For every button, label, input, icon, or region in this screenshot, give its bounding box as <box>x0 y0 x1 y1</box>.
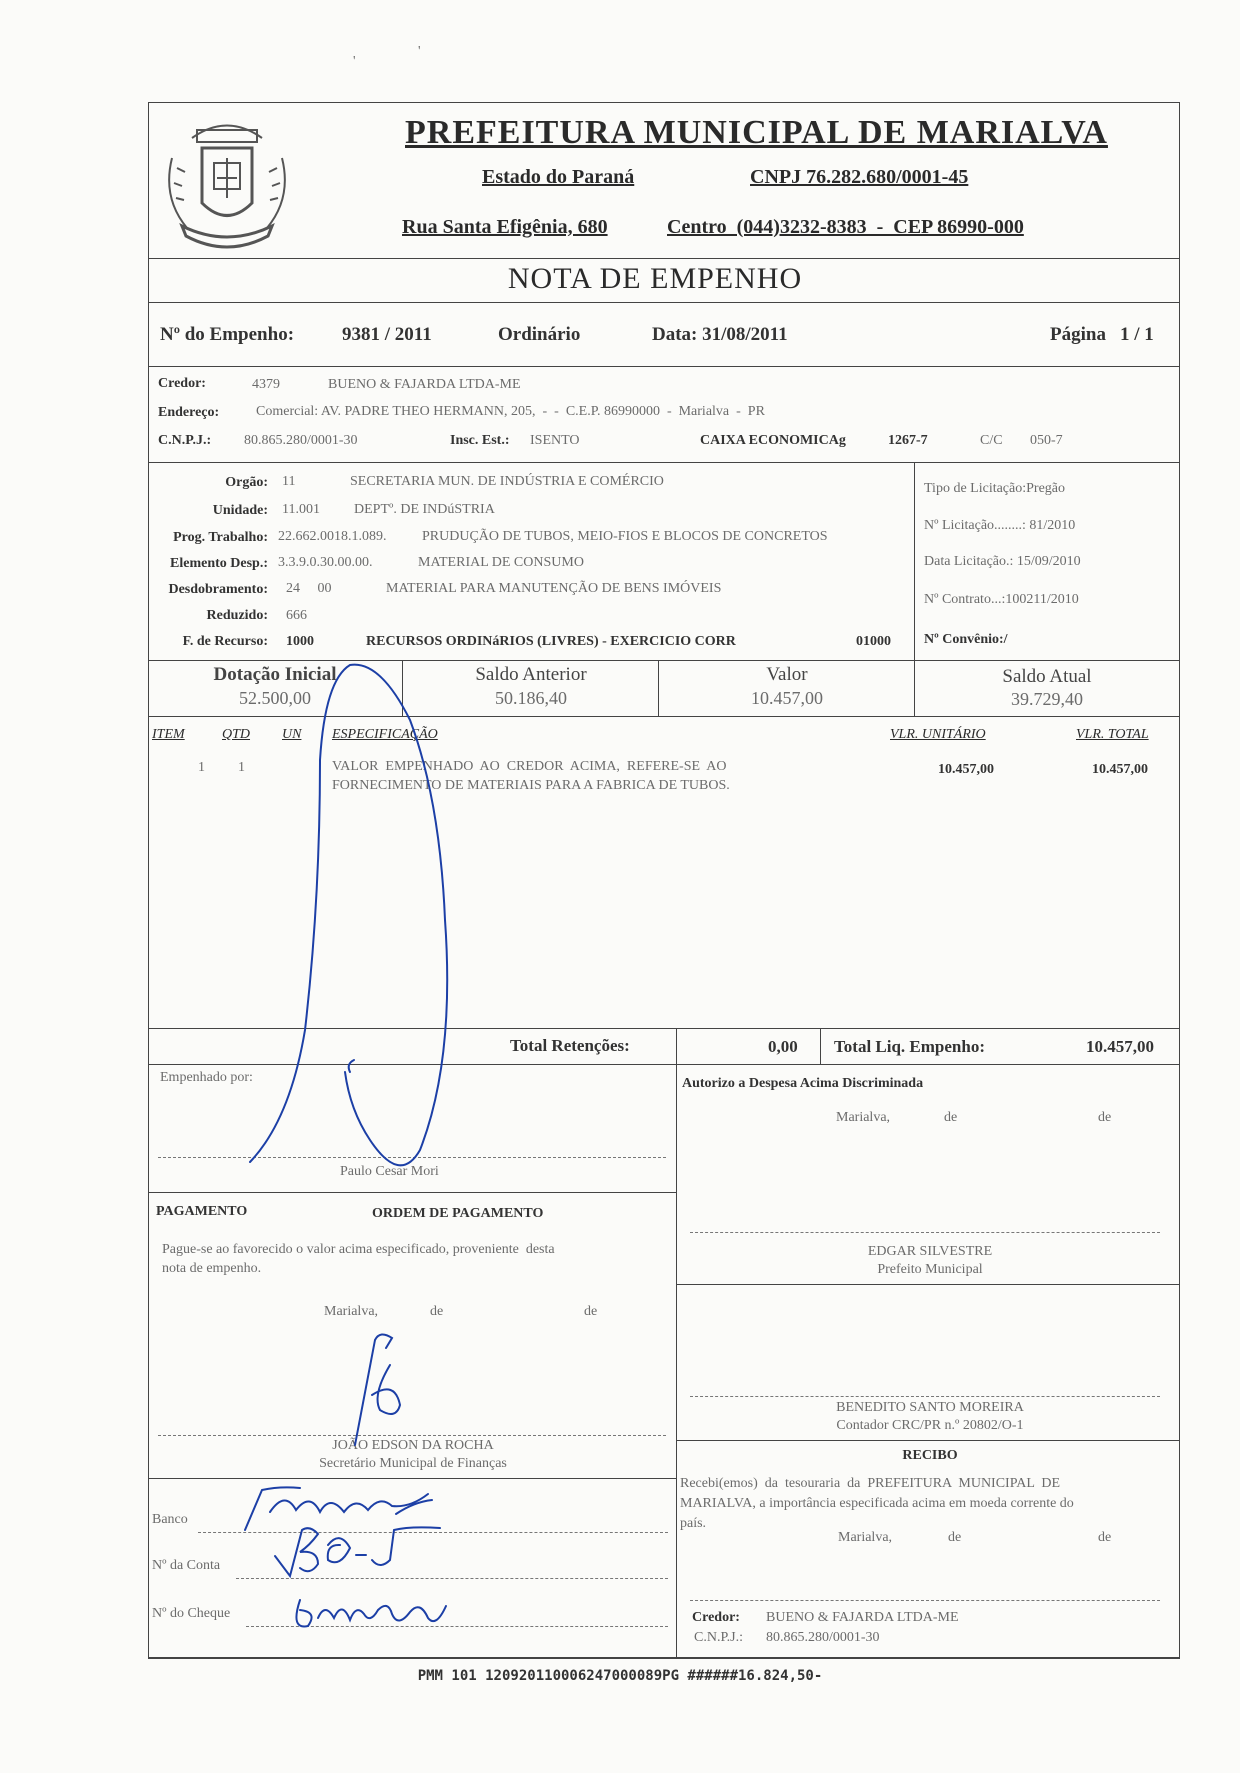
scan-speck: ' <box>418 44 421 59</box>
page-number: 1 / 1 <box>1120 324 1154 345</box>
liquido-value: 10.457,00 <box>1086 1037 1154 1056</box>
insc-value: ISENTO <box>530 433 580 448</box>
cheque-label: Nº do Cheque <box>152 1606 231 1621</box>
empenho-number-label: Nº do Empenho: <box>160 324 295 345</box>
header-district-phone: Centro (044)3232-8383 - CEP 86990-000 <box>667 216 1024 238</box>
divider <box>148 716 1180 717</box>
credor-code: 4379 <box>252 377 280 392</box>
divider <box>820 1028 821 1064</box>
insc-label: Insc. Est.: <box>450 433 510 448</box>
elemento-label: Elemento Desp.: <box>170 556 268 571</box>
authentication-code: PMM 101 120920110006247000089PG ######16.824,50- <box>417 1668 823 1684</box>
divider <box>402 660 403 716</box>
data-licitacao: Data Licitação.: 15/09/2010 <box>924 554 1081 569</box>
signature-line <box>158 1157 666 1158</box>
divider <box>676 1064 677 1657</box>
autorizo-de-2: de <box>1098 1110 1112 1125</box>
doc-title: NOTA DE EMPENHO <box>507 262 803 295</box>
pagamento-de-2: de <box>584 1304 598 1319</box>
fonte-number: 01000 <box>856 634 891 649</box>
orgao-name: SECRETARIA MUN. DE INDÚSTRIA E COMÉRCIO <box>350 474 664 489</box>
credor-label: Credor: <box>158 376 206 391</box>
recibo-de-1: de <box>948 1530 962 1545</box>
benedito-name: BENEDITO SANTO MOREIRA <box>836 1400 1024 1415</box>
header-address: Rua Santa Efigênia, 680 <box>402 216 608 238</box>
recibo-line-3: país. <box>680 1516 707 1531</box>
divider <box>676 1440 1180 1441</box>
elemento-name: MATERIAL DE CONSUMO <box>418 555 584 570</box>
empenhado-por-label: Empenhado por: <box>160 1070 253 1085</box>
reduzido-label: Reduzido: <box>206 608 268 623</box>
autorizo-city: Marialva, <box>836 1110 891 1125</box>
cheque-line <box>246 1626 668 1627</box>
pagamento-city: Marialva, <box>324 1304 379 1319</box>
dotacao-label: Dotação Inicial <box>213 664 337 685</box>
saldo-anterior-value: 50.186,40 <box>495 688 567 708</box>
fonte-code: 1000 <box>286 634 314 649</box>
recibo-city: Marialva, <box>838 1530 893 1545</box>
secretario-title: Secretário Municipal de Finanças <box>319 1456 507 1471</box>
valor-label: Valor <box>766 664 808 685</box>
col-vlr-unitario: VLR. UNITÁRIO <box>890 727 986 742</box>
unidade-code: 11.001 <box>282 502 320 517</box>
credor-footer-name: BUENO & FAJARDA LTDA-ME <box>766 1610 959 1625</box>
col-especificacao: ESPECIFICAÇÃO <box>332 727 438 742</box>
pague-text-line-2: nota de empenho. <box>162 1261 262 1276</box>
signature-line <box>690 1396 1160 1397</box>
joao-name: JOÃO EDSON DA ROCHA <box>332 1438 494 1453</box>
prog-code: 22.662.0018.1.089. <box>278 529 387 544</box>
page-label: Página <box>1050 324 1106 345</box>
prefeito-title: Prefeito Municipal <box>877 1262 983 1277</box>
fonte-label: F. de Recurso: <box>182 634 268 649</box>
bank-name: CAIXA ECONOMICAg <box>700 433 846 448</box>
valor-value: 10.457,00 <box>751 688 823 708</box>
signature-line <box>690 1600 1160 1601</box>
empenho-date: Data: 31/08/2011 <box>652 324 788 345</box>
credor-cnpj: 80.865.280/0001-30 <box>244 433 358 448</box>
signature-line <box>690 1232 1160 1233</box>
divider <box>148 1657 1180 1658</box>
col-item: ITEM <box>152 727 185 742</box>
endereco-label: Endereço: <box>158 405 220 420</box>
header-cnpj: CNPJ 76.282.680/0001-45 <box>750 166 969 188</box>
cnpj-footer-value: 80.865.280/0001-30 <box>766 1630 880 1645</box>
divider <box>148 1192 676 1193</box>
row-item: 1 <box>198 760 205 775</box>
col-vlr-total: VLR. TOTAL <box>1076 727 1149 742</box>
divider <box>148 1028 1180 1029</box>
cnpj-label: C.N.P.J.: <box>158 433 212 448</box>
cc-value: 050-7 <box>1030 433 1063 448</box>
row-total-value: 10.457,00 <box>1092 762 1148 777</box>
retencoes-label: Total Retenções: <box>510 1036 630 1055</box>
numero-contrato: Nº Contrato...:100211/2010 <box>924 592 1079 607</box>
autorizo-label: Autorizo a Despesa Acima Discriminada <box>682 1076 924 1091</box>
cc-label: C/C <box>980 433 1003 448</box>
divider <box>148 366 1180 367</box>
prog-label: Prog. Trabalho: <box>173 530 268 545</box>
divider <box>148 1064 1180 1065</box>
divider <box>676 1284 1180 1285</box>
signature-line <box>158 1435 666 1436</box>
credor-name: BUENO & FAJARDA LTDA-ME <box>328 377 521 392</box>
credor-address: Comercial: AV. PADRE THEO HERMANN, 205, - - C.E.P. 86990000 - Marialva - PR <box>256 404 765 419</box>
saldo-anterior-label: Saldo Anterior <box>475 664 587 685</box>
banco-label: Banco <box>152 1512 188 1527</box>
divider <box>148 1478 676 1479</box>
row-unit-value: 10.457,00 <box>938 762 994 777</box>
orgao-label: Orgão: <box>225 475 268 490</box>
liquido-label: Total Liq. Empenho: <box>834 1037 985 1056</box>
retencoes-value: 0,00 <box>768 1037 798 1056</box>
spec-line-1: VALOR EMPENHADO AO CREDOR ACIMA, REFERE-SE AO <box>332 759 727 774</box>
conta-label: Nº da Conta <box>152 1558 221 1573</box>
orgao-code: 11 <box>282 474 296 489</box>
recibo-title: RECIBO <box>902 1448 958 1463</box>
divider <box>148 660 1180 661</box>
saldo-atual-value: 39.729,40 <box>1011 689 1083 709</box>
paulo-name: Paulo Cesar Mori <box>340 1164 439 1179</box>
fonte-name: RECURSOS ORDINáRIOS (LIVRES) - EXERCICIO CORR <box>366 634 736 649</box>
divider <box>914 462 915 660</box>
reduzido-value: 666 <box>286 608 307 623</box>
unidade-label: Unidade: <box>212 503 268 518</box>
empenho-number: 9381 / 2011 <box>342 324 432 345</box>
pague-text-line-1: Pague-se ao favorecido o valor acima especificado, proveniente desta <box>162 1242 555 1257</box>
col-qtd: QTD <box>222 727 251 742</box>
empenho-type: Ordinário <box>498 324 581 345</box>
divider <box>658 660 659 716</box>
header-title: PREFEITURA MUNICIPAL DE MARIALVA <box>405 114 1108 151</box>
prog-name: PRUDUÇÃO DE TUBOS, MEIO-FIOS E BLOCOS DE CONCRETOS <box>422 529 828 544</box>
desdobramento-label: Desdobramento: <box>168 582 268 597</box>
divider <box>148 462 1180 463</box>
row-qtd: 1 <box>238 760 245 775</box>
numero-licitacao: Nº Licitação........: 81/2010 <box>924 518 1076 533</box>
header-state: Estado do Paraná <box>482 166 635 188</box>
unidade-name: DEPTº. DE INDúSTRIA <box>354 502 495 517</box>
saldo-atual-label: Saldo Atual <box>1002 666 1092 687</box>
autorizo-de-1: de <box>944 1110 958 1125</box>
credor-footer-label: Credor: <box>692 1610 740 1625</box>
banco-line <box>198 1532 668 1533</box>
bank-agency: 1267-7 <box>888 433 928 448</box>
divider <box>148 258 1180 259</box>
divider <box>914 660 915 716</box>
recibo-de-2: de <box>1098 1530 1112 1545</box>
conta-line <box>236 1578 668 1579</box>
spec-line-2: FORNECIMENTO DE MATERIAIS PARA A FABRICA DE TUBOS. <box>332 778 730 793</box>
edgar-name: EDGAR SILVESTRE <box>867 1244 993 1259</box>
col-un: UN <box>282 727 302 742</box>
coat-of-arms-icon <box>152 108 302 258</box>
desdobramento-code: 24 00 <box>286 581 332 596</box>
recibo-line-1: Recebi(emos) da tesouraria da PREFEITURA MUNICIPAL DE <box>680 1476 1061 1491</box>
cnpj-footer-label: C.N.P.J.: <box>694 1630 744 1645</box>
pagamento-de-1: de <box>430 1304 444 1319</box>
divider <box>676 1028 677 1064</box>
dotacao-value: 52.500,00 <box>239 688 311 708</box>
desdobramento-name: MATERIAL PARA MANUTENÇÃO DE BENS IMÓVEIS <box>386 581 722 596</box>
recibo-line-2: MARIALVA, a importância especificada acima em moeda corrente do <box>680 1496 1074 1511</box>
ordem-pagamento-label: ORDEM DE PAGAMENTO <box>372 1206 544 1221</box>
numero-convenio: Nº Convênio:/ <box>924 632 1008 647</box>
divider <box>148 302 1180 303</box>
scan-speck: ' <box>353 54 356 69</box>
elemento-code: 3.3.9.0.30.00.00. <box>278 555 373 570</box>
contador-title: Contador CRC/PR n.º 20802/O-1 <box>836 1418 1024 1433</box>
tipo-licitacao: Tipo de Licitação:Pregão <box>924 481 1066 496</box>
pagamento-label: PAGAMENTO <box>156 1204 248 1219</box>
